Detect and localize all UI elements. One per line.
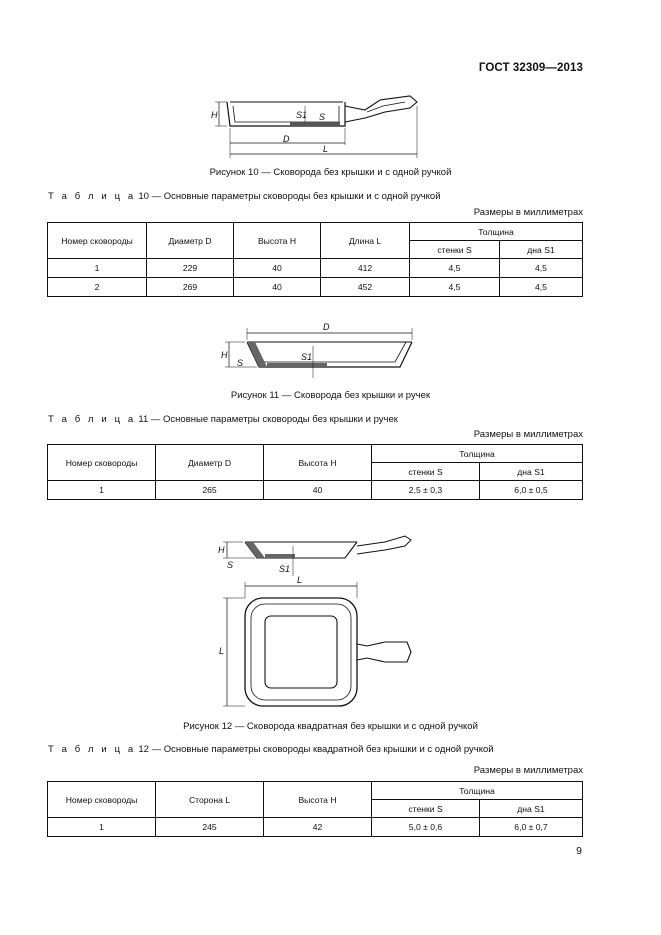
figure-11-drawing <box>215 320 420 382</box>
header-bottom: дна S1 <box>480 800 583 818</box>
fig12-label-h: H <box>218 545 225 555</box>
table-10-title: Т а б л и ц а 10 — Основные параметры сковороды без крышки и с одной ручкой <box>48 191 441 202</box>
header-length: Длина L <box>321 223 410 259</box>
fig10-label-s1: S1 <box>296 110 308 120</box>
fig12-label-l-top: L <box>297 575 303 585</box>
header-wall: стенки S <box>410 241 500 259</box>
header-height: Высота H <box>264 445 372 481</box>
fig11-label-h: H <box>221 350 228 360</box>
header-number: Номер сковороды <box>48 223 147 259</box>
header-side: Сторона L <box>156 782 264 818</box>
header-bottom: дна S1 <box>480 463 583 481</box>
header-number: Номер сковороды <box>48 782 156 818</box>
header-thickness: Толщина <box>410 223 583 241</box>
figure-10-caption: Рисунок 10 — Сковорода без крышки и с одной ручкой <box>209 167 452 178</box>
header-diameter: Диаметр D <box>147 223 234 259</box>
table-row: 1 265 40 2,5 ± 0,3 6,0 ± 0,5 <box>48 481 583 500</box>
document-header: ГОСТ 32309—2013 <box>478 62 583 74</box>
table-11-title: Т а б л и ц а 11 — Основные параметры сковороды без крышки и ручек <box>48 414 398 425</box>
table-row: 1 245 42 5,0 ± 0,6 6,0 ± 0,7 <box>48 818 583 837</box>
fig11-label-s1: S1 <box>301 352 313 362</box>
fig10-label-h: H <box>211 110 218 120</box>
figure-11-caption: Рисунок 11 — Сковорода без крышки и ручек <box>230 390 431 401</box>
header-wall: стенки S <box>372 800 480 818</box>
header-bottom: дна S1 <box>500 241 583 259</box>
figure-12-drawing <box>215 528 415 718</box>
table-12 <box>47 781 583 837</box>
header-thickness: Толщина <box>372 782 583 800</box>
header-height: Высота H <box>264 782 372 818</box>
fig12-label-s1: S1 <box>279 564 291 574</box>
page-number: 9 <box>576 845 582 857</box>
figure-12-caption: Рисунок 12 — Сковорода квадратная без крышки и с одной ручкой <box>183 721 478 732</box>
table-10 <box>47 222 583 297</box>
header-thickness: Толщина <box>372 445 583 463</box>
header-wall: стенки S <box>372 463 480 481</box>
fig10-label-s: S <box>319 112 326 122</box>
header-height: Высота H <box>234 223 321 259</box>
header-diameter: Диаметр D <box>156 445 264 481</box>
figure-10-drawing <box>205 92 430 162</box>
table-12-units: Размеры в миллиметрах <box>473 765 583 776</box>
fig11-label-d: D <box>323 322 330 332</box>
table-row: 2 269 40 452 4,5 4,5 <box>48 278 583 297</box>
fig10-label-d: D <box>283 134 290 144</box>
header-number: Номер сковороды <box>48 445 156 481</box>
table-10-units: Размеры в миллиметрах <box>473 207 583 218</box>
fig12-label-l-side: L <box>219 646 225 656</box>
fig12-label-s: S <box>227 560 234 570</box>
table-12-title: Т а б л и ц а 12 — Основные параметры сковороды квадратной без крышки и с одной ручкой <box>48 744 494 755</box>
fig11-label-s: S <box>237 358 244 368</box>
table-row: 1 229 40 412 4,5 4,5 <box>48 259 583 278</box>
table-11-units: Размеры в миллиметрах <box>473 429 583 440</box>
fig10-label-l: L <box>323 144 329 154</box>
table-11 <box>47 444 583 500</box>
